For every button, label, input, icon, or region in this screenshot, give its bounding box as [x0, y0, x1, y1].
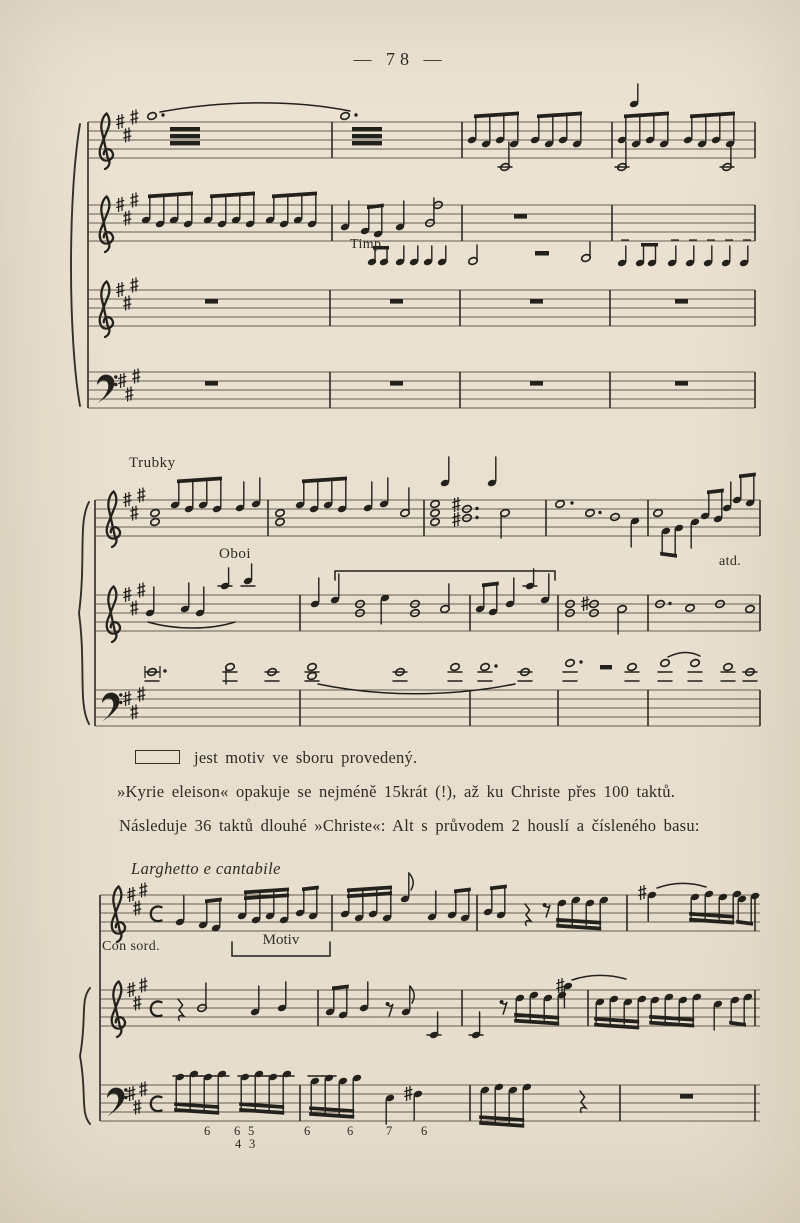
system1-staff1: [88, 84, 755, 172]
trumpets-label: Trubky: [129, 455, 176, 471]
system3-staff2: [100, 975, 760, 1039]
figured-bass-number: 6: [234, 1124, 241, 1138]
paragraph-christe: Následuje 36 taktů dlouhé »Christe«: Alt s průvodem 2 houslí a čísleného basu:: [119, 816, 700, 835]
figured-bass-number: 4: [235, 1137, 242, 1151]
motiv-box-symbol: [135, 750, 180, 764]
system3-staff1: [100, 873, 760, 956]
timpani-label: Timp.: [350, 237, 386, 252]
con-sordino-label: Con sord.: [102, 939, 161, 954]
system2: [79, 457, 760, 726]
motiv-bracket-label: Motiv: [262, 932, 300, 948]
figured-bass-number: 6: [304, 1124, 311, 1138]
system1-staff3: [88, 278, 755, 338]
system3: [80, 873, 760, 1128]
paragraph-motiv-text: jest motiv ve sboru provedený.: [194, 748, 418, 767]
figured-bass-number: 3: [249, 1137, 256, 1151]
page-number: — 78 —: [353, 49, 447, 69]
tempo-marking: Larghetto e cantabile: [131, 859, 281, 878]
figured-bass-number: 7: [386, 1124, 393, 1138]
paragraph-kyrie: »Kyrie eleison« opakuje se nejméně 15krát (!), až ku Christe přes 100 taktů.: [117, 782, 676, 801]
etc-label: atd.: [719, 554, 742, 569]
figured-bass-number: 5: [248, 1124, 255, 1138]
system1: [71, 84, 755, 408]
figured-bass-number: 6: [347, 1124, 354, 1138]
system1-staff4: [88, 369, 755, 409]
system3-staff3: [100, 1070, 760, 1128]
paragraph-motiv: [135, 748, 417, 768]
system1-staff2: [88, 192, 755, 268]
system2-staff3: [95, 652, 760, 726]
figured-bass-number: 6: [204, 1124, 211, 1138]
oboe-label: Oboi: [219, 546, 251, 562]
system2-staff2: [95, 564, 760, 642]
figured-bass-number: 6: [421, 1124, 428, 1138]
system2-staff1: [95, 457, 760, 558]
